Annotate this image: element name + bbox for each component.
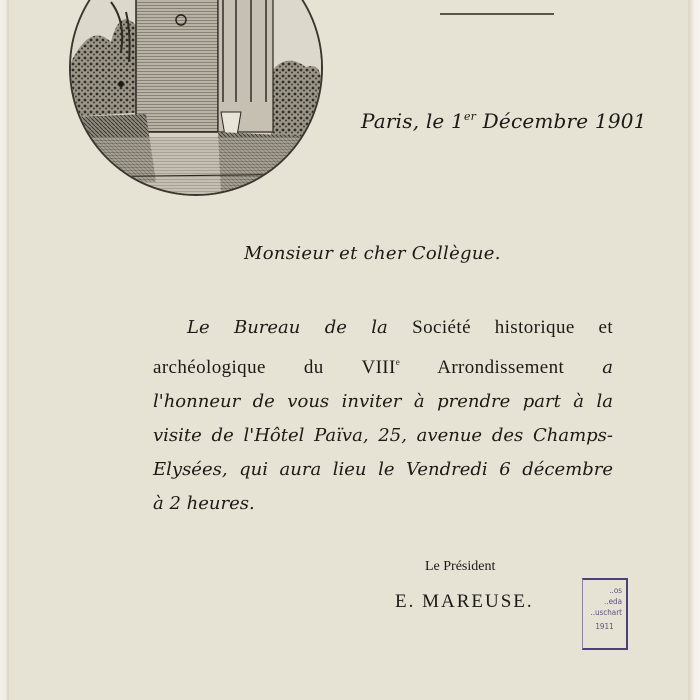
tower-engraving-icon bbox=[71, 0, 321, 194]
stamp-line-3: ..uschart bbox=[590, 608, 622, 617]
society-name-part: archéologique du VIII bbox=[153, 357, 396, 378]
arrondissement-label: Arrondissement bbox=[400, 357, 603, 378]
body-line-3: l'honneur de vous inviter à prendre part à la bbox=[153, 391, 613, 412]
dateline-suffix: Décembre 1901 bbox=[476, 109, 647, 133]
engraving-vignette bbox=[69, 0, 323, 196]
society-name-cont bbox=[153, 357, 602, 378]
stamp-year: 1911 bbox=[595, 622, 614, 631]
decorative-rule bbox=[440, 13, 554, 15]
signature-title: Le Président bbox=[425, 559, 496, 574]
ordinal-superscript: e bbox=[395, 357, 401, 367]
body-line-6: à 2 heures. bbox=[153, 493, 255, 514]
page-edge-left bbox=[0, 0, 9, 700]
signature-name: E. MAREUSE. bbox=[395, 591, 534, 612]
page-edge-right bbox=[688, 0, 700, 700]
salutation: Monsieur et cher Collègue. bbox=[244, 243, 501, 264]
dateline-prefix: Paris, le 1 bbox=[361, 109, 464, 133]
body-text-italic: a bbox=[602, 357, 613, 378]
stamp-line-1: ..os bbox=[609, 586, 622, 595]
body-line-2 bbox=[153, 345, 613, 385]
stamp-line-2: ..eda bbox=[604, 597, 622, 606]
letter-body bbox=[153, 311, 613, 521]
library-stamp bbox=[582, 578, 628, 650]
dateline-superscript: er bbox=[463, 110, 477, 123]
body-text-italic: Le Bureau de la bbox=[187, 317, 413, 338]
society-name: Société historique et bbox=[412, 317, 614, 338]
dateline bbox=[361, 109, 647, 133]
body-line-5: Elysées, qui aura lieu le Vendredi 6 décembre bbox=[153, 459, 613, 480]
body-line-4: visite de l'Hôtel Païva, 25, avenue des Champs- bbox=[153, 425, 613, 446]
body-line-1 bbox=[153, 311, 613, 345]
letter-page bbox=[9, 0, 688, 700]
